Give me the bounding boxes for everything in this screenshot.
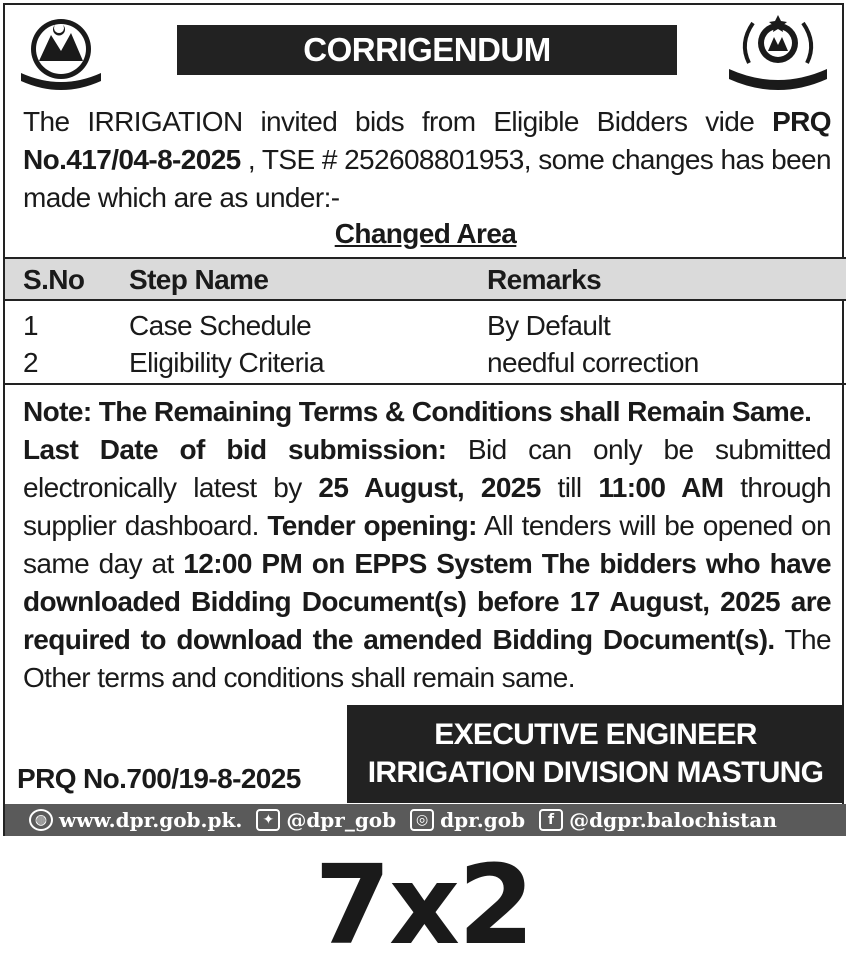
prq-number: PRQ No.700/19-8-2025 bbox=[17, 763, 301, 794]
footer-facebook-text: @dgpr.balochistan bbox=[569, 808, 777, 832]
row-step-name: Case Schedule bbox=[129, 310, 312, 341]
size-label: 7x2 bbox=[314, 841, 533, 969]
note-text: till bbox=[540, 472, 599, 503]
footer-instagram[interactable] bbox=[410, 808, 525, 832]
note-text: The Other terms and conditions shall remain same. bbox=[23, 624, 831, 693]
facebook-icon: f bbox=[539, 809, 563, 831]
column-header-step-name: Step Name bbox=[129, 264, 269, 295]
signature-office: IRRIGATION DIVISION MASTUNG bbox=[367, 756, 824, 789]
intro-text-2: , TSE # 252608801953, some changes has been made which are as under:- bbox=[23, 144, 831, 213]
signature-block bbox=[347, 705, 844, 803]
note-text: Bid can only be submitted electronically latest by bbox=[23, 434, 832, 503]
row-remarks: needful correction bbox=[487, 347, 699, 378]
footer-twitter[interactable] bbox=[256, 808, 396, 832]
dgpr-emblem-icon bbox=[719, 11, 837, 93]
page-title: CORRIGENDUM bbox=[177, 25, 677, 75]
divider bbox=[5, 383, 846, 385]
note-text: through supplier dashboard. bbox=[23, 472, 831, 541]
divider bbox=[5, 299, 846, 301]
note-paragraph bbox=[23, 393, 831, 697]
footer-website-text: www.dpr.gob.pk. bbox=[59, 808, 243, 832]
submission-date: 25 August, 2025 bbox=[318, 472, 541, 503]
footer-twitter-text: @dpr_gob bbox=[286, 808, 397, 832]
tender-opening-label: Tender opening: bbox=[267, 510, 477, 541]
column-header-remarks: Remarks bbox=[487, 264, 602, 295]
table-row bbox=[5, 345, 846, 381]
globe-icon: ◍ bbox=[29, 809, 53, 831]
footer-instagram-text: dpr.gob bbox=[440, 808, 526, 832]
intro-text-1: The IRRIGATION invited bids from Eligible Bidders vide bbox=[23, 106, 773, 137]
balochistan-emblem-icon bbox=[15, 11, 107, 93]
footer-website[interactable] bbox=[29, 808, 242, 832]
note-line: Note: The Remaining Terms & Conditions shall Remain Same. bbox=[23, 396, 812, 427]
row-step-name: Eligibility Criteria bbox=[129, 347, 324, 378]
last-date-label: Last Date of bid submission: bbox=[23, 434, 447, 465]
intro-prq-reference: PRQ No.417/04-8-2025 bbox=[23, 106, 831, 175]
row-sno: 1 bbox=[23, 310, 38, 341]
submission-time: 11:00 AM bbox=[598, 472, 724, 503]
row-remarks: By Default bbox=[487, 310, 611, 341]
footer-bar bbox=[5, 804, 846, 836]
table-row bbox=[5, 308, 846, 344]
advertisement-frame bbox=[3, 3, 844, 836]
intro-paragraph bbox=[23, 103, 831, 217]
row-sno: 2 bbox=[23, 347, 38, 378]
note-bold-text: 12:00 PM on EPPS System The bidders who have downloaded Bidding Document(s) before 17 August, 2025 are required to download the amended Bidding Document(s). bbox=[23, 548, 831, 655]
twitter-icon: ✦ bbox=[256, 809, 280, 831]
footer-facebook[interactable] bbox=[539, 808, 777, 832]
note-text: All tenders will be opened on same day at bbox=[23, 510, 831, 579]
instagram-icon: ◎ bbox=[410, 809, 434, 831]
changed-area-heading: Changed Area bbox=[334, 218, 517, 249]
column-header-sno: S.No bbox=[23, 264, 85, 295]
signature-designation: EXECUTIVE ENGINEER bbox=[434, 718, 757, 751]
table-header bbox=[5, 259, 846, 300]
